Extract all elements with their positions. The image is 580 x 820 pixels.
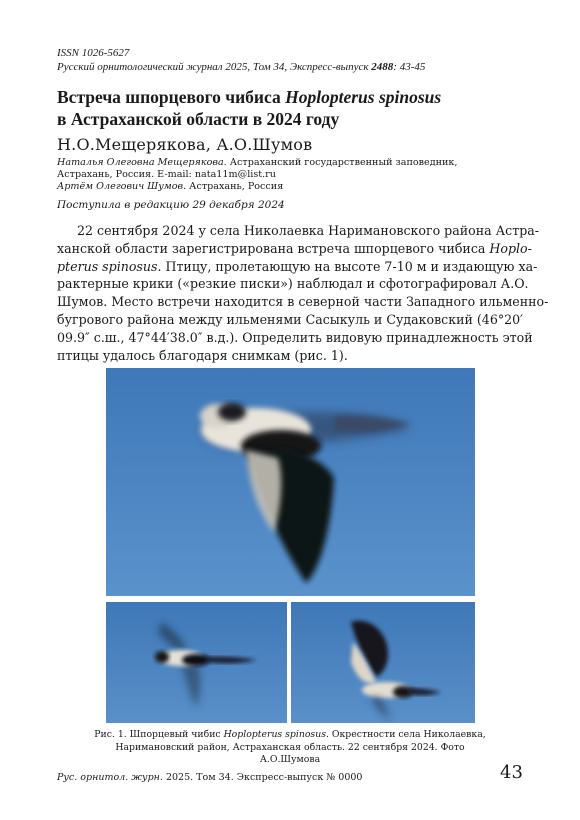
affiliation-2 bbox=[57, 181, 527, 193]
title-species: Hoplopterus spinosus bbox=[285, 87, 442, 107]
affiliation-1-line2: Астрахань, Россия. E-mail: nata11m@list.ru bbox=[57, 169, 276, 180]
body-line-1: 22 сентября 2024 у села Николаевка Наримановского района Астра- bbox=[77, 223, 540, 238]
body-line-2 bbox=[57, 240, 532, 258]
body-line-5: Шумов. Место встречи находится в северной части Западного ильменно- bbox=[57, 294, 549, 310]
footer-rest: 2025. Том 34. Экспресс-выпуск № 0000 bbox=[162, 772, 363, 783]
caption-line2: Наримановский район, Астраханская область. 22 сентября 2024. Фото А.О.Шумова bbox=[115, 741, 465, 765]
page-number: 43 bbox=[500, 762, 523, 783]
affiliation-2-text: . Астрахань, Россия bbox=[183, 181, 284, 192]
body-line-2b: Hoplo- bbox=[489, 240, 532, 256]
footer-citation bbox=[57, 772, 362, 783]
photo-left-bird-flight bbox=[106, 602, 287, 723]
body-line-6: бугрового района между ильменями Сасыкуль и Судаковский (46°20′ bbox=[57, 311, 524, 327]
title-part1: Встреча шпорцевого чибиса bbox=[57, 87, 286, 107]
journal-prefix: Русский орнитологический журнал 2025, Том 34, Экспресс-выпуск bbox=[57, 61, 372, 73]
title-part2: в Астраханской области в 2024 году bbox=[57, 109, 340, 129]
body-line-3b: . Птицу, пролетающую на высоте 7-10 м и издающую ха- bbox=[157, 258, 538, 274]
caption-species: Hoplopterus spinosus bbox=[223, 729, 326, 740]
authors: Н.О.Мещерякова, А.О.Шумов bbox=[57, 135, 313, 154]
photo-main-bird-flight bbox=[106, 368, 475, 596]
caption-a: Рис. 1. Шпорцевый чибис bbox=[94, 729, 224, 740]
body-line-7: 09.9″ с.ш., 47°44′38.0″ в.д.). Определить видовую принадлежность этой bbox=[57, 329, 533, 345]
photo-right-bird-flight bbox=[291, 602, 475, 723]
affiliation-1-name: Наталья Олеговна Мещерякова bbox=[57, 157, 224, 168]
affiliation-1 bbox=[57, 157, 527, 181]
body-line-3a: pterus spinosus bbox=[57, 258, 158, 274]
body-line-4: рактерные крики («резкие писки») наблюдал и сфотографировал А.О. bbox=[57, 276, 529, 292]
article-title bbox=[57, 86, 527, 130]
affiliation-2-name: Артём Олегович Шумов bbox=[57, 181, 184, 192]
body-paragraph bbox=[57, 222, 549, 364]
figure-caption bbox=[90, 729, 490, 767]
body-line-8: птицы удалось благодаря снимкам (рис. 1). bbox=[57, 347, 348, 363]
journal-issue: 2488 bbox=[371, 61, 394, 73]
caption-b: . Окрестности села Николаевка, bbox=[325, 729, 486, 740]
issn: ISSN 1026-5627 bbox=[57, 47, 130, 59]
body-line-3 bbox=[57, 258, 538, 276]
journal-pages: : 43-45 bbox=[393, 61, 426, 73]
affiliation-1-text: . Астраханский государственный заповедник, bbox=[223, 157, 458, 168]
received-date: Поступила в редакцию 29 декабря 2024 bbox=[57, 199, 285, 211]
footer-journal: Рус. орнитол. журн. bbox=[57, 772, 163, 783]
journal-citation bbox=[57, 60, 425, 74]
body-line-2a: ханской области зарегистрирована встреча шпорцевого чибиса bbox=[57, 240, 490, 256]
